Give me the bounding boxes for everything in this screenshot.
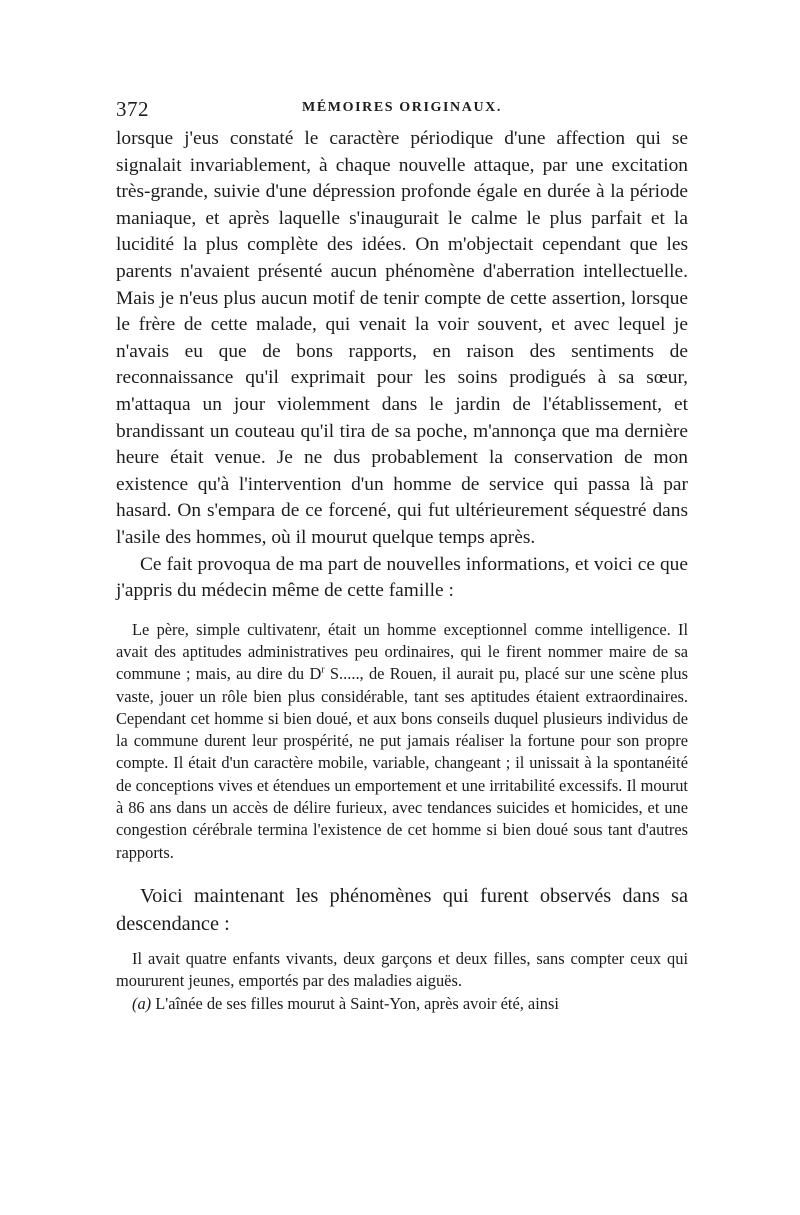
paragraph-2: Ce fait provoqua de ma part de nouvelles informations, et voici ce que j'appris du médecin même de cette famille : [116, 553, 688, 602]
book-page [116, 96, 688, 1015]
running-title: MÉMOIRES ORIGINAUX. [302, 100, 502, 115]
paragraph-3-part-1: Le père, simple cultivatenr, était un homme exceptionnel comme intelligence. Il avait des aptitudes administratives peu ordinaires, qui le firent nommer maire de sa commune ; mais, au dire du D [116, 619, 688, 684]
doctor-abbreviation-superscript: r [321, 664, 325, 676]
paragraph-4-descendance: Voici maintenant les phénomènes qui furent observés dans sa descendance : [116, 884, 688, 935]
paragraph-6-eldest-daughter [116, 993, 688, 1015]
paragraph-5-children: Il avait quatre enfants vivants, deux garçons et deux filles, sans compter ceux qui moururent jeunes, emportés par des maladies aiguës. [116, 948, 688, 991]
paragraph-6-text: L'aînée de ses filles mourut à Saint-Yon, après avoir été, ainsi [151, 993, 559, 1013]
item-marker-a: (a) [132, 993, 152, 1013]
page-header [116, 96, 688, 126]
paragraph-3-father [116, 619, 688, 864]
paragraph-3-part-2: S....., de Rouen, il aurait pu, placé sur une scène plus vaste, jouer un rôle bien plus considérable, tant ses aptitudes étaient extraordinaires. Cependant cet homme si bien doué, et aux bons conseils duquel plusieurs individus de la commune durent leur prospérité, ne put jamais réaliser la fortune pour son propre compte. Il était d'un caractère mobile, variable, changeant ; il unissait à la spontanéité de conceptions vives et étendues un emportement et une irritabilité excessifs. Il mourut à 86 ans dans un accès de délire furieux, avec tendances suicides et homicides, et une congestion cérébrale termina l'existence de cet homme si bien doué sous tant d'autres rapports. [116, 664, 688, 862]
page-number: 372 [116, 97, 149, 121]
paragraph-1: lorsque j'eus constaté le caractère périodique d'une affection qui se signalait invariablement, à chaque nouvelle attaque, par une excitation très-grande, suivie d'une dépression profonde égale en durée à la période maniaque, et après laquelle s'inaugurait le calme le plus parfait et la lucidité la plus complète des idées. On m'objectait cependant que les parents n'avaient présenté aucun phénomène d'aberration intellectuelle. Mais je n'eus plus aucun motif de tenir compte de cette assertion, lorsque le frère de cette malade, qui venait la voir souvent, et avec lequel je n'avais eu que de bons rapports, en raison des sentiments de reconnaissance qu'il exprimait pour les soins prodigués à sa sœur, m'attaqua un jour violemment dans le jardin de l'établissement, et brandissant un couteau qu'il tira de sa poche, m'annonça que ma dernière heure était venue. Je ne dus probablement la conservation de mon existence qu'à l'intervention d'un homme de service qui passa là par hasard. On s'empara de ce forcené, qui fut ultérieurement séquestré dans l'asile des hommes, où il mourut quelque temps après. [116, 128, 688, 548]
